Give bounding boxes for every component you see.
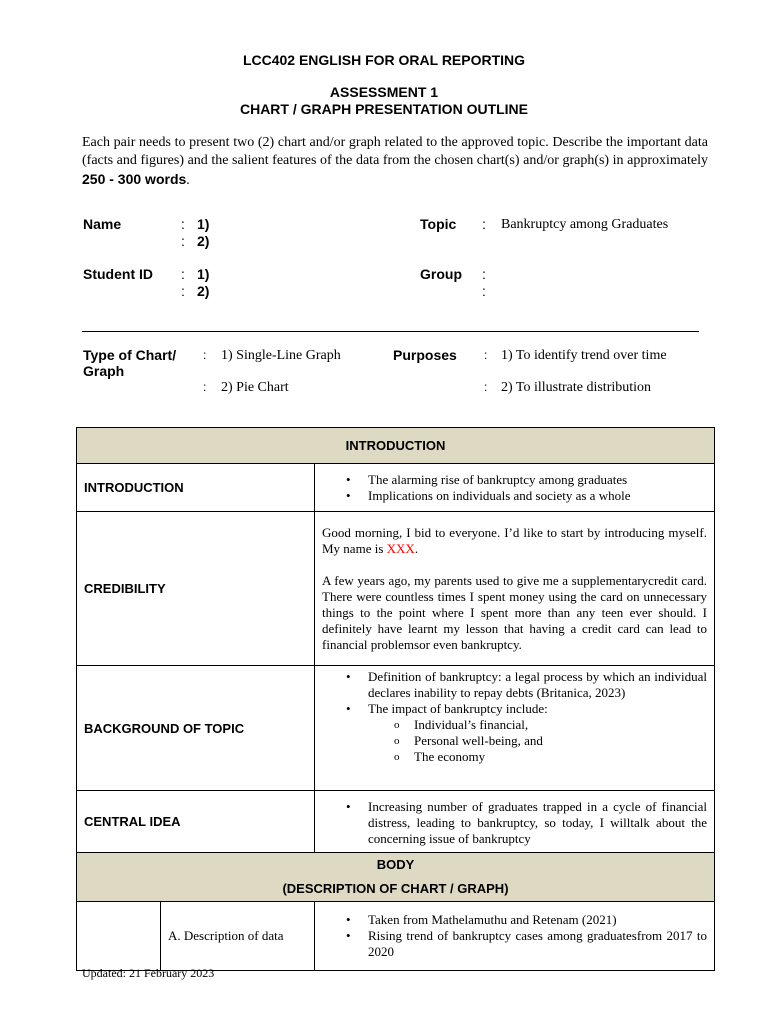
body-section-title: [77, 853, 715, 902]
background-point-2: [368, 701, 707, 765]
background-point-2-text: The impact of bankruptcy include:: [368, 701, 548, 716]
chart-type-1: 1) Single-Line Graph: [221, 348, 341, 363]
background-point-1: • Definition of bankruptcy: a legal process by which an individual declares inability to repay debts (Britanica, 2023): [368, 669, 707, 701]
chart-type-2: 2) Pie Chart: [221, 380, 289, 395]
name-colon-2: :: [181, 233, 185, 249]
introduction-label: INTRODUCTION: [77, 464, 315, 512]
credibility-row: [77, 512, 715, 666]
impact-item-3: o The economy: [414, 749, 707, 765]
description-point-2: • Rising trend of bankruptcy cases among graduatesfrom 2017 to 2020: [368, 928, 707, 960]
topic-label: Topic: [420, 216, 457, 232]
body-title: BODY: [376, 857, 415, 872]
credibility-content: [315, 512, 715, 666]
topic-value: Bankruptcy among Graduates: [501, 217, 669, 232]
introduction-section-header: [77, 428, 715, 464]
name-colon-1: :: [181, 216, 185, 232]
introduction-point-2: • Implications on individuals and society as a whole: [368, 488, 707, 504]
credibility-story: A few years ago, my parents used to give me a supplementarycredit card. There were countless times I spent money using the card on unnecessary things to the point where I spent more than any teen ever should. I definitely have learnt my lesson that having a credit card can lead to financial problemsor even bankruptcy.: [322, 572, 708, 652]
instructions-paragraph: [82, 134, 708, 190]
credibility-greeting-text: Good morning, I bid to everyone. I’d like to start by introducing myself. My name is: [322, 524, 708, 556]
name-number-2: 2): [197, 233, 210, 249]
introduction-row: [77, 464, 715, 512]
background-label: BACKGROUND OF TOPIC: [77, 666, 315, 791]
presenter-name: XXX: [386, 540, 415, 556]
group-colon-1: :: [482, 266, 486, 282]
credibility-greeting: [322, 525, 707, 557]
purposes-colon-1: :: [484, 348, 488, 362]
purposes-label: Purposes: [393, 347, 457, 363]
central-idea-content: [315, 791, 715, 853]
description-empty-cell: [77, 902, 161, 971]
body-subtitle: (DESCRIPTION OF CHART / GRAPH): [282, 881, 509, 896]
assessment-title: ASSESSMENT 1: [329, 84, 439, 100]
impact-item-2: o Personal well-being, and: [414, 733, 707, 749]
topic-colon: :: [482, 216, 486, 232]
name-number-1: 1): [197, 216, 210, 232]
purpose-1: 1) To identify trend over time: [501, 348, 667, 363]
student-id-colon-1: :: [181, 266, 185, 282]
instructions-end: .: [186, 173, 190, 188]
instructions-text: Each pair needs to present two (2) chart and/or graph related to the approved topic. Describe the important data (facts and figures) and the salient features of the data from the chosen chart(s) and/or graph(s) in approximately: [82, 135, 708, 168]
student-id-number-2: 2): [197, 283, 210, 299]
central-idea-row: [77, 791, 715, 853]
body-section-header: [77, 853, 715, 902]
credibility-greeting-end: .: [414, 540, 419, 556]
purpose-2: 2) To illustrate distribution: [501, 380, 652, 395]
central-idea-point: • Increasing number of graduates trapped in a cycle of financial distress, leading to bankruptcy, so today, I willtalk about the concerning issue of bankruptcy: [368, 799, 707, 847]
introduction-point-1: • The alarming rise of bankruptcy among graduates: [368, 472, 707, 488]
divider-line: [82, 331, 699, 332]
student-id-number-1: 1): [197, 266, 210, 282]
group-label: Group: [420, 266, 462, 282]
description-label: A. Description of data: [161, 902, 315, 971]
student-id-label: Student ID: [83, 266, 153, 282]
course-title: LCC402 ENGLISH FOR ORAL REPORTING: [242, 52, 526, 68]
name-label: Name: [83, 216, 122, 232]
introduction-content: [315, 464, 715, 512]
outline-table: [76, 427, 715, 971]
description-content: [315, 902, 715, 971]
credibility-label: CREDIBILITY: [77, 512, 315, 666]
outline-subtitle: CHART / GRAPH PRESENTATION OUTLINE: [239, 101, 529, 117]
updated-footer: Updated: 21 February 2023: [82, 966, 215, 980]
impact-item-1: o Individual’s financial,: [414, 717, 707, 733]
description-row: [77, 902, 715, 971]
word-count: 250 - 300 words: [82, 171, 187, 187]
purposes-colon-2: :: [484, 380, 488, 394]
description-point-1: • Taken from Mathelamuthu and Retenam (2021): [368, 912, 707, 928]
chart-type-label: Type of Chart/ Graph: [83, 347, 177, 379]
background-row: [77, 666, 715, 791]
background-content: [315, 666, 715, 791]
group-colon-2: :: [482, 283, 486, 299]
introduction-section-title: INTRODUCTION: [77, 428, 715, 464]
central-idea-label: CENTRAL IDEA: [77, 791, 315, 853]
chart-type-colon-1: :: [203, 348, 207, 362]
chart-type-colon-2: :: [203, 380, 207, 394]
student-id-colon-2: :: [181, 283, 185, 299]
